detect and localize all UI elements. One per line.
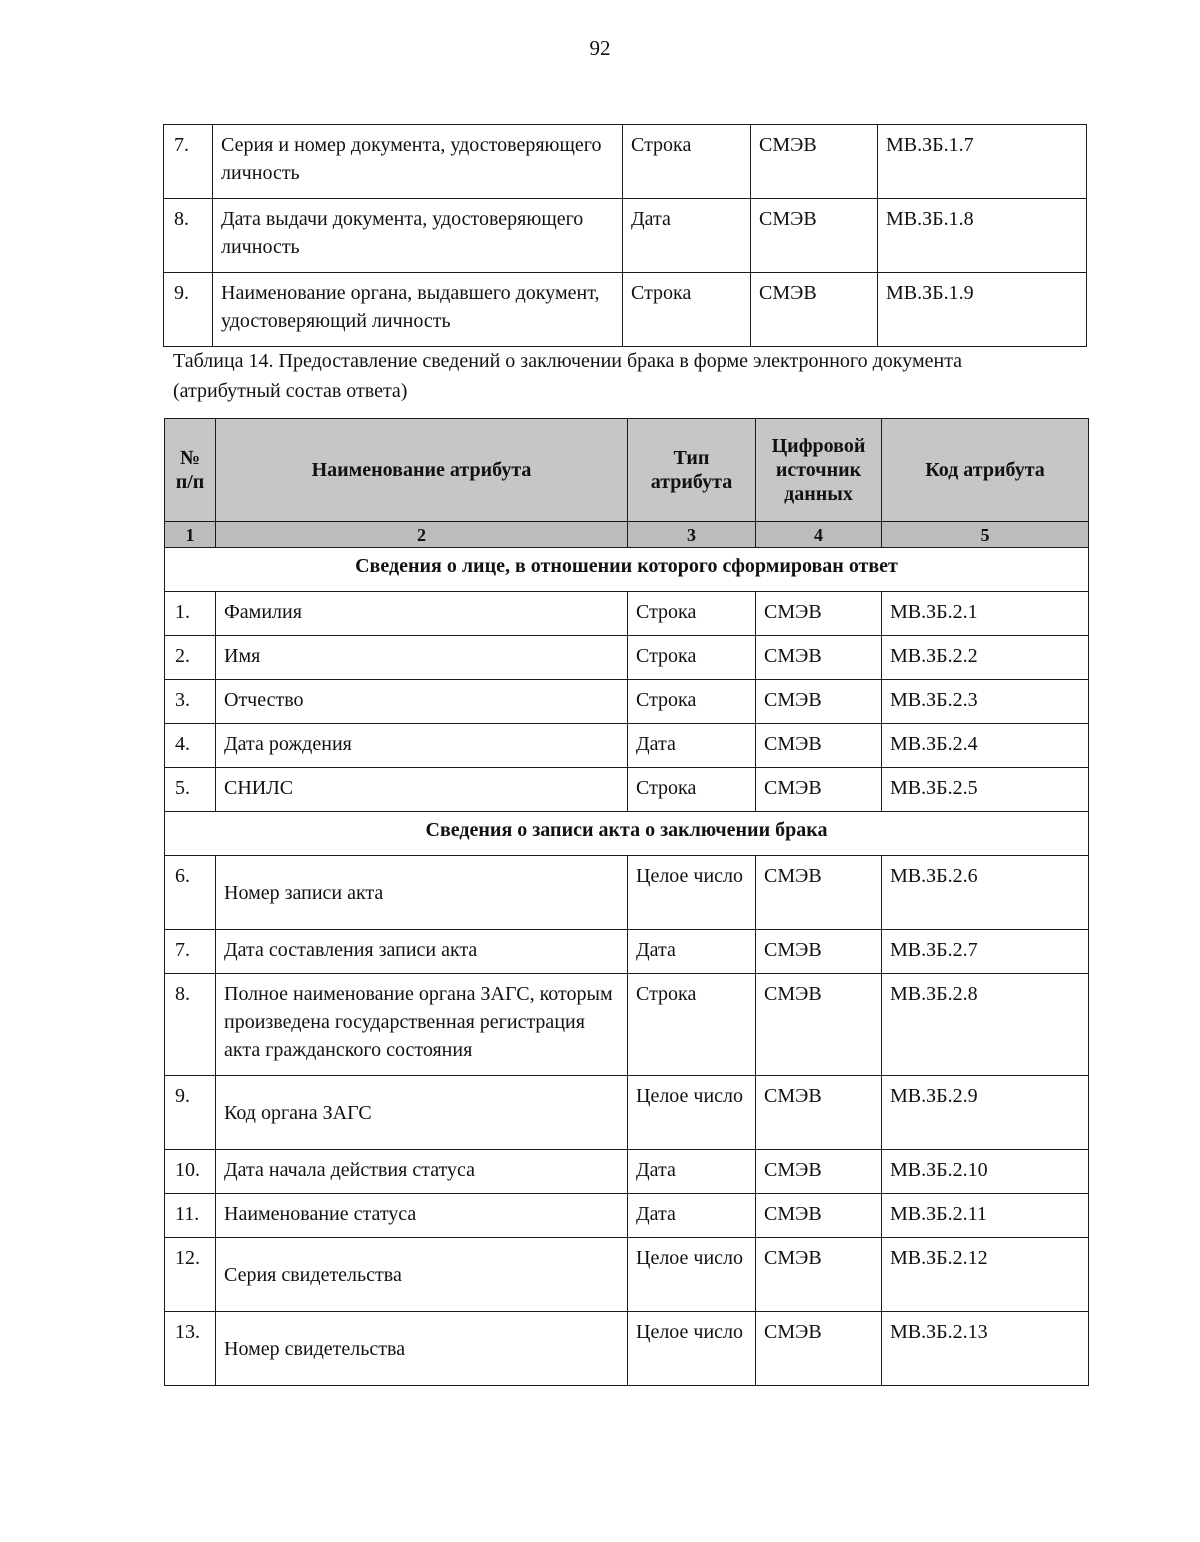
attribute-type: Дата (623, 199, 751, 273)
attribute-type: Строка (628, 680, 756, 724)
header-attribute-name: Наименование атрибута (216, 419, 628, 522)
data-source: СМЭВ (756, 592, 882, 636)
data-source: СМЭВ (756, 856, 882, 930)
table-row (164, 273, 1087, 347)
attribute-code: МВ.ЗБ.2.5 (882, 768, 1089, 812)
attribute-code: МВ.ЗБ.2.4 (882, 724, 1089, 768)
attribute-type: Строка (628, 636, 756, 680)
row-number: 8. (165, 974, 216, 1076)
table-row (165, 1150, 1089, 1194)
attribute-code: МВ.ЗБ.2.2 (882, 636, 1089, 680)
table-row (165, 680, 1089, 724)
table-row (165, 974, 1089, 1076)
attribute-code: МВ.ЗБ.1.8 (878, 199, 1087, 273)
attribute-name: Серия и номер документа, удостоверяющего личность (213, 125, 623, 199)
attribute-code: МВ.ЗБ.2.8 (882, 974, 1089, 1076)
table-row (165, 856, 1089, 930)
table-row (165, 636, 1089, 680)
table-row (165, 724, 1089, 768)
attribute-type: Дата (628, 724, 756, 768)
data-source: СМЭВ (756, 768, 882, 812)
table-row (165, 592, 1089, 636)
attribute-name: Код органа ЗАГС (216, 1076, 628, 1150)
table-row (165, 1238, 1089, 1312)
row-number: 6. (165, 856, 216, 930)
table-row (165, 1076, 1089, 1150)
header-data-source: Цифровой источник данных (756, 419, 882, 522)
row-number: 11. (165, 1194, 216, 1238)
attribute-name: Полное наименование органа ЗАГС, которым произведена государственная регистрация акта гражданского состояния (216, 974, 628, 1076)
attribute-code: МВ.ЗБ.1.9 (878, 273, 1087, 347)
column-index: 5 (882, 522, 1089, 548)
row-number: 1. (165, 592, 216, 636)
column-index-row (165, 522, 1089, 548)
table-row (165, 768, 1089, 812)
attribute-name: СНИЛС (216, 768, 628, 812)
attribute-code: МВ.ЗБ.2.11 (882, 1194, 1089, 1238)
data-source: СМЭВ (751, 125, 878, 199)
data-source: СМЭВ (756, 636, 882, 680)
row-number: 2. (165, 636, 216, 680)
column-index: 4 (756, 522, 882, 548)
attribute-type: Строка (628, 592, 756, 636)
data-source: СМЭВ (756, 1194, 882, 1238)
data-source: СМЭВ (756, 1076, 882, 1150)
header-attribute-type: Тип атрибута (628, 419, 756, 522)
attribute-name: Номер записи акта (216, 856, 628, 930)
data-source: СМЭВ (756, 1150, 882, 1194)
attribute-name: Дата начала действия статуса (216, 1150, 628, 1194)
attribute-type: Дата (628, 930, 756, 974)
attribute-type: Строка (628, 768, 756, 812)
data-source: СМЭВ (751, 199, 878, 273)
row-number: 13. (165, 1312, 216, 1386)
attribute-type: Целое число (628, 856, 756, 930)
section-title: Сведения о записи акта о заключении брака (165, 812, 1089, 856)
table-row (165, 1312, 1089, 1386)
attribute-type: Строка (628, 974, 756, 1076)
attribute-code: МВ.ЗБ.2.13 (882, 1312, 1089, 1386)
attribute-type: Целое число (628, 1238, 756, 1312)
data-source: СМЭВ (756, 1238, 882, 1312)
column-index: 1 (165, 522, 216, 548)
data-source: СМЭВ (756, 724, 882, 768)
attribute-type: Дата (628, 1194, 756, 1238)
attribute-type: Целое число (628, 1076, 756, 1150)
attribute-table (164, 418, 1089, 1386)
page-number: 92 (589, 36, 611, 60)
table-row (164, 125, 1087, 199)
header-number: № п/п (165, 419, 216, 522)
column-index: 2 (216, 522, 628, 548)
attribute-name: Дата составления записи акта (216, 930, 628, 974)
attribute-code: МВ.ЗБ.2.3 (882, 680, 1089, 724)
table-row (165, 1194, 1089, 1238)
attribute-code: МВ.ЗБ.2.10 (882, 1150, 1089, 1194)
row-number: 3. (165, 680, 216, 724)
section-row (165, 812, 1089, 856)
attribute-code: МВ.ЗБ.2.12 (882, 1238, 1089, 1312)
data-source: СМЭВ (756, 680, 882, 724)
continuation-table (163, 124, 1087, 347)
attribute-code: МВ.ЗБ.2.7 (882, 930, 1089, 974)
row-number: 10. (165, 1150, 216, 1194)
attribute-name: Номер свидетельства (216, 1312, 628, 1386)
row-number: 9. (164, 273, 213, 347)
attribute-name: Фамилия (216, 592, 628, 636)
row-number: 9. (165, 1076, 216, 1150)
table-header-row (165, 419, 1089, 522)
table-row (165, 930, 1089, 974)
attribute-name: Наименование статуса (216, 1194, 628, 1238)
section-row (165, 548, 1089, 592)
attribute-name: Имя (216, 636, 628, 680)
data-source: СМЭВ (751, 273, 878, 347)
row-number: 8. (164, 199, 213, 273)
row-number: 12. (165, 1238, 216, 1312)
attribute-name: Отчество (216, 680, 628, 724)
attribute-name: Дата рождения (216, 724, 628, 768)
data-source: СМЭВ (756, 1312, 882, 1386)
attribute-type: Строка (623, 273, 751, 347)
row-number: 5. (165, 768, 216, 812)
section-title: Сведения о лице, в отношении которого сформирован ответ (165, 548, 1089, 592)
attribute-type: Строка (623, 125, 751, 199)
column-index: 3 (628, 522, 756, 548)
data-source: СМЭВ (756, 974, 882, 1076)
table-caption: Таблица 14. Предоставление сведений о заключении брака в форме электронного документа (атрибутный состав ответа) (173, 350, 963, 402)
attribute-name: Серия свидетельства (216, 1238, 628, 1312)
header-attribute-code: Код атрибута (882, 419, 1089, 522)
attribute-type: Целое число (628, 1312, 756, 1386)
data-source: СМЭВ (756, 930, 882, 974)
row-number: 4. (165, 724, 216, 768)
row-number: 7. (165, 930, 216, 974)
attribute-code: МВ.ЗБ.2.6 (882, 856, 1089, 930)
attribute-name: Дата выдачи документа, удостоверяющего личность (213, 199, 623, 273)
table-row (164, 199, 1087, 273)
attribute-name: Наименование органа, выдавшего документ, удостоверяющий личность (213, 273, 623, 347)
attribute-code: МВ.ЗБ.2.9 (882, 1076, 1089, 1150)
attribute-type: Дата (628, 1150, 756, 1194)
attribute-code: МВ.ЗБ.2.1 (882, 592, 1089, 636)
attribute-code: МВ.ЗБ.1.7 (878, 125, 1087, 199)
row-number: 7. (164, 125, 213, 199)
